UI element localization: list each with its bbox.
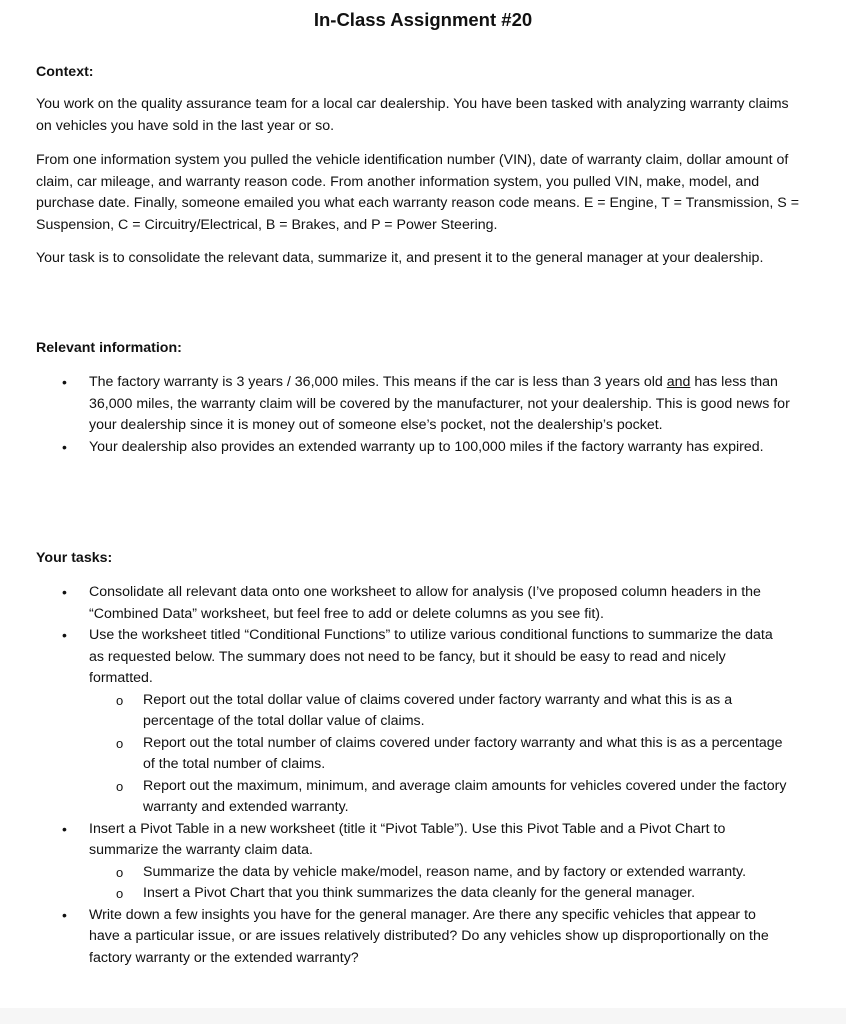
page-title: In-Class Assignment #20 — [313, 9, 533, 30]
page-bottom-band — [0, 1008, 846, 1024]
list-item — [0, 625, 820, 819]
list-item — [0, 819, 820, 905]
task-sublist — [89, 862, 790, 905]
list-item: • Write down a few insights you have for the general manager. Are there any specific vehicles that appear to have a particular issue, or are issues relatively distributed? Do any vehicles show up disproportionally on the factory warranty or the extended warranty? — [0, 905, 820, 970]
warranty-text: The factory warranty is 3 years / 36,000 miles. This means if the car is less than 3 years old — [89, 374, 667, 390]
tasks-heading: Your tasks: — [36, 550, 113, 566]
task-sublist — [89, 690, 790, 819]
sub-list-item: o Report out the total dollar value of claims covered under factory warranty and what this is as a percentage of the total dollar value of claims. — [89, 690, 790, 733]
sub-list-item: o Report out the total number of claims covered under factory warranty and what this is as a percentage of the total number of claims. — [89, 733, 790, 776]
relevant-info-list — [0, 372, 820, 458]
context-paragraph-1: You work on the quality assurance team for a local car dealership. You have been tasked with analyzing warranty claims on vehicles you have sold in the last year or so. — [36, 96, 789, 134]
underlined-and: and — [666, 374, 691, 390]
tasks-list — [0, 582, 820, 969]
task-text: Use the worksheet titled “Conditional Functions” to utilize various conditional functions to summarize the data as requested below. The summary does not need to be fancy, but it should be easy to read and nicely formatted. — [89, 627, 773, 686]
context-heading: Context: — [36, 64, 94, 80]
relevant-info-heading: Relevant information: — [36, 340, 182, 356]
warranty-text-cont: has less than 36,000 miles, the warranty claim will be covered by the manufacturer, not your dealership. This is good news for your dealership since it is money out of someone else’s pocket, not the dealership’s pocket. — [89, 374, 790, 433]
task-text: Insert a Pivot Table in a new worksheet (title it “Pivot Table”). Use this Pivot Table and a Pivot Chart to summarize the warranty claim data. — [89, 820, 726, 858]
context-paragraph-3: Your task is to consolidate the relevant data, summarize it, and present it to the general manager at your dealership. — [36, 250, 764, 266]
list-item: • Your dealership also provides an extended warranty up to 100,000 miles if the factory warranty has expired. — [0, 437, 820, 459]
list-item: • Consolidate all relevant data onto one worksheet to allow for analysis (I’ve proposed column headers in the “Combined Data” worksheet, but feel free to add or delete columns as you see fit). — [0, 582, 820, 625]
sub-list-item: o Insert a Pivot Chart that you think summarizes the data cleanly for the general manager. — [89, 883, 790, 905]
list-item — [0, 372, 820, 437]
context-paragraph-2: From one information system you pulled the vehicle identification number (VIN), date of warranty claim, dollar amount of claim, car mileage, and warranty reason code. From another information system, you pulled VIN, make, model, and purchase date. Finally, someone emailed you what each warranty reason code means. E = Engine, T = Transmission, S = Suspension, C = Circuitry/Electrical, B = Brakes, and P = Power Steering. — [36, 152, 799, 233]
sub-list-item: o Report out the maximum, minimum, and average claim amounts for vehicles covered under the factory warranty and extended warranty. — [89, 776, 790, 819]
sub-list-item: o Summarize the data by vehicle make/model, reason name, and by factory or extended warranty. — [89, 862, 790, 884]
